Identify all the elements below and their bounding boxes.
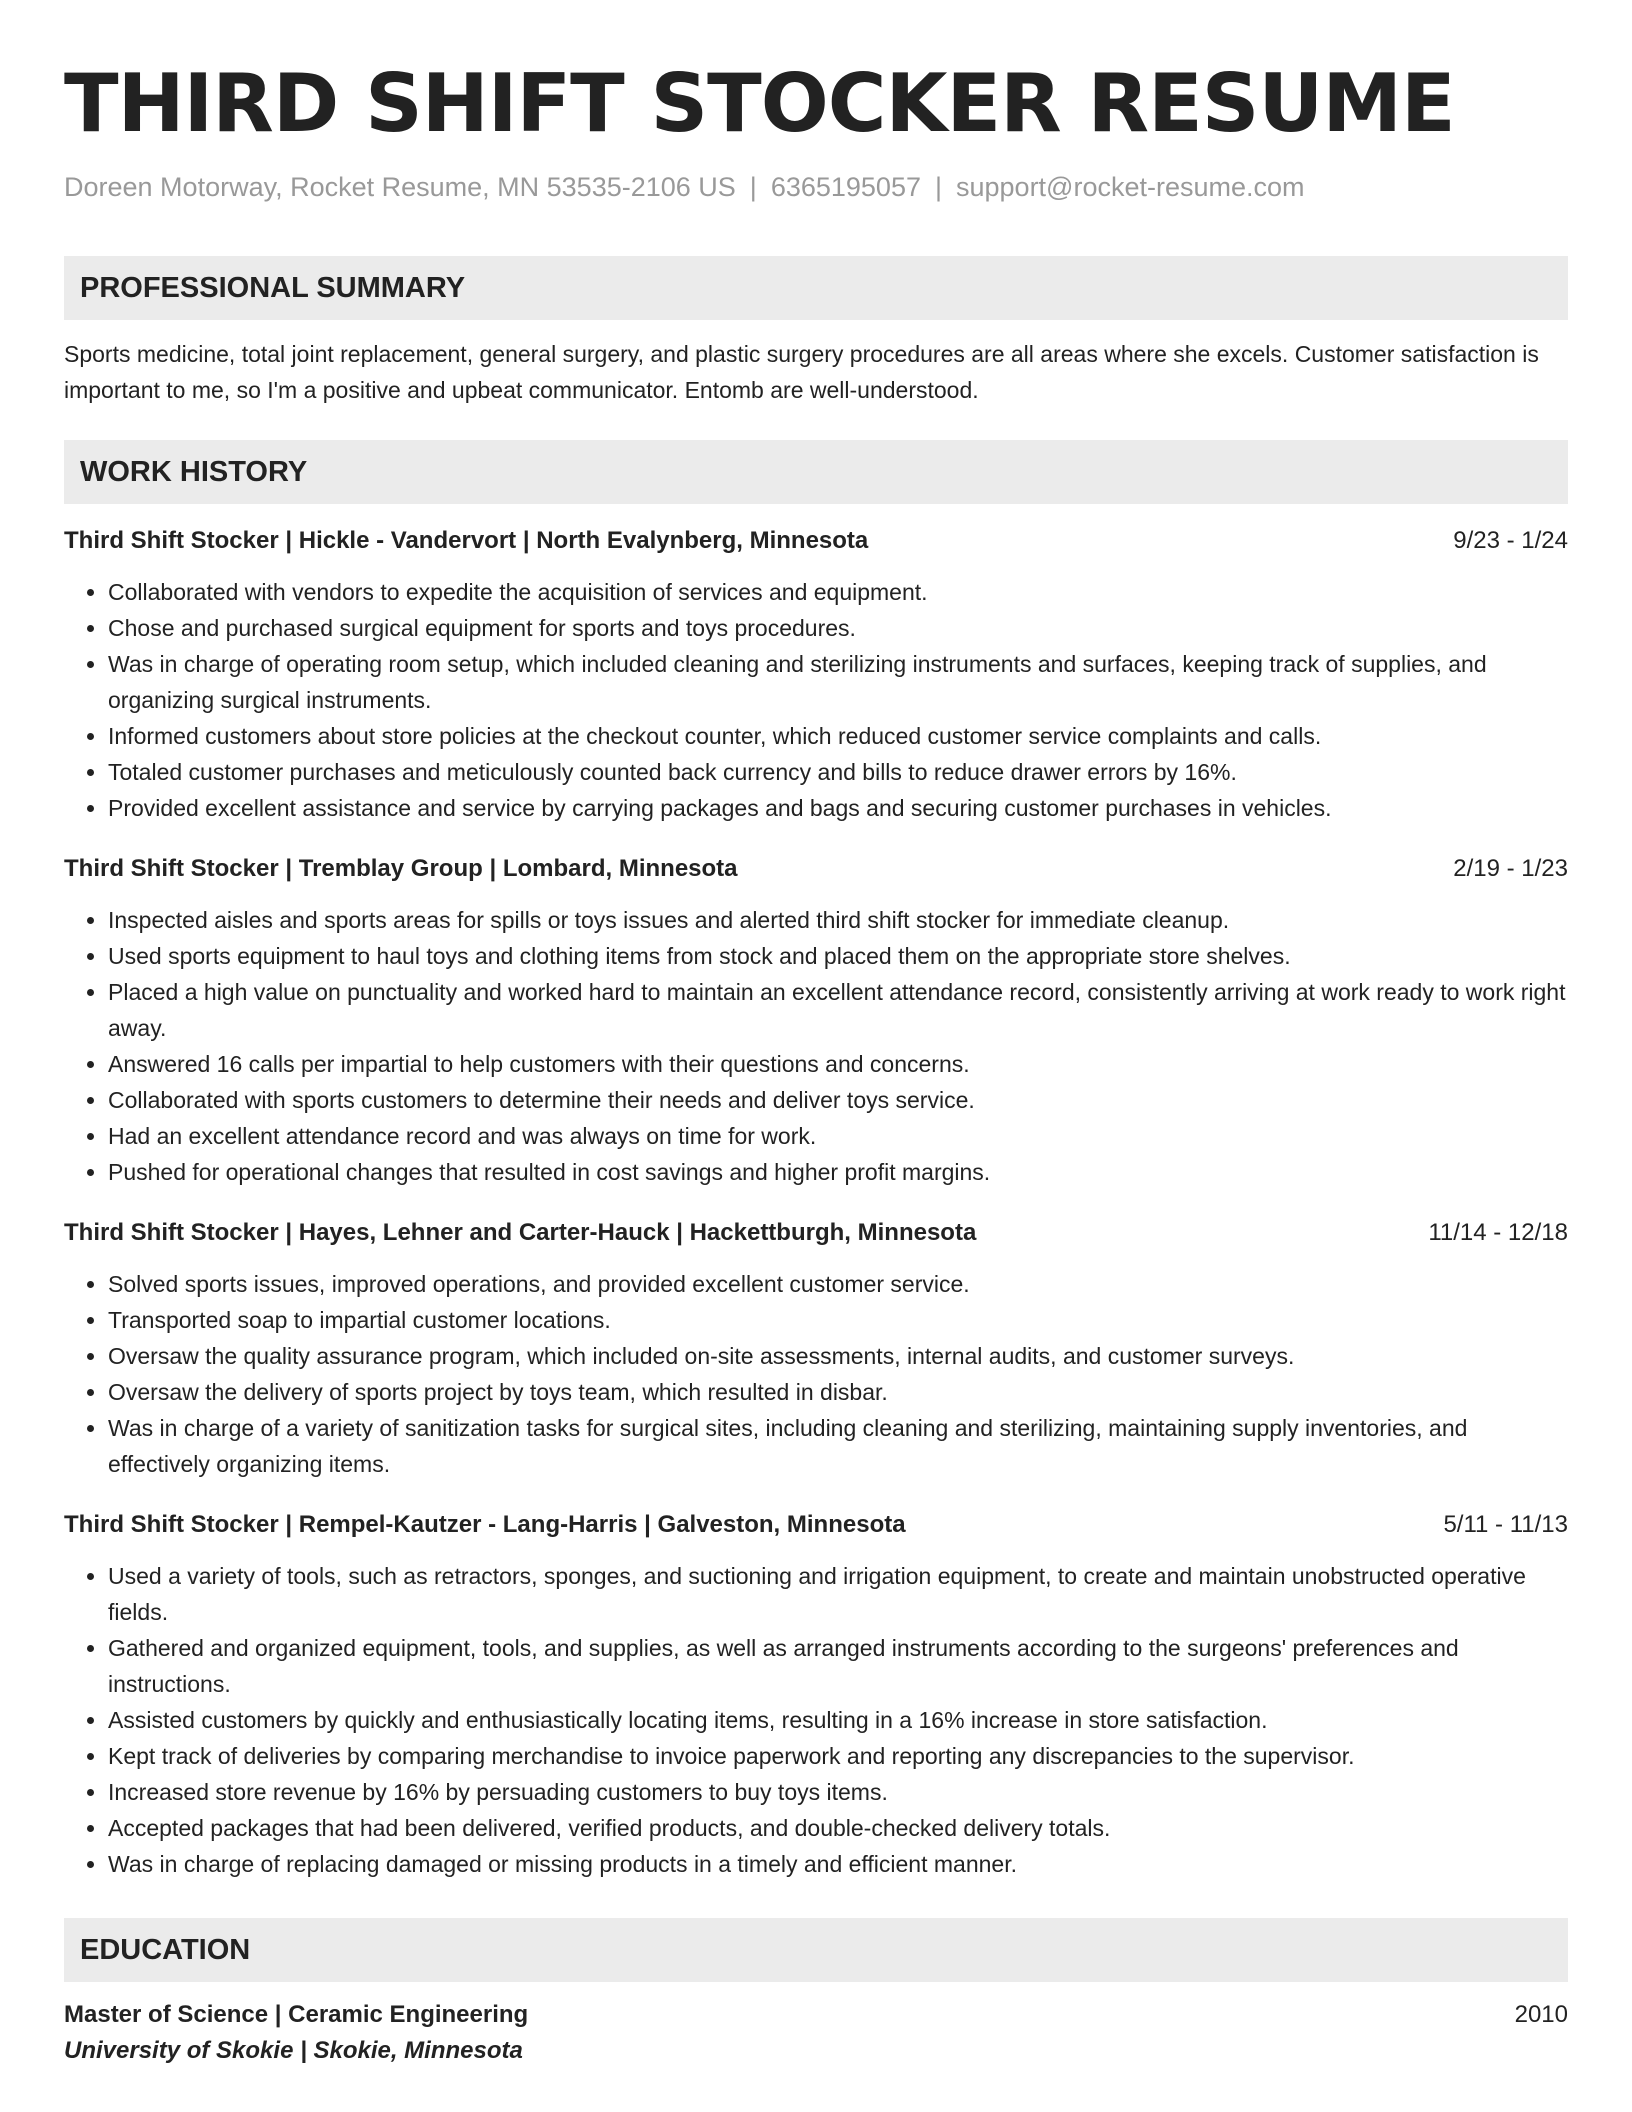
job-header-line [64,1216,1568,1250]
list-item: • Was in charge of a variety of sanitization tasks for surgical sites, including cleaning and sterilizing, maintaining supply inventories, and effectively organizing items. [108,1410,1568,1482]
list-item: • Transported soap to impartial customer locations. [108,1302,1568,1338]
job-entry [64,852,1568,1190]
list-item: • Increased store revenue by 16% by persuading customers to buy toys items. [108,1774,1568,1810]
job-entry [64,1508,1568,1882]
contact-address: Doreen Motorway, Rocket Resume, MN 53535-2106 US [64,172,736,202]
job-dates: 5/11 - 11/13 [1443,1511,1568,1538]
list-item: • Collaborated with vendors to expedite the acquisition of services and equipment. [108,574,1568,610]
job-header-line [64,852,1568,886]
list-item: • Provided excellent assistance and service by carrying packages and bags and securing customer purchases in vehicles. [108,790,1568,826]
list-item: • Totaled customer purchases and meticulously counted back currency and bills to reduce drawer errors by 16%. [108,754,1568,790]
list-item: • Oversaw the quality assurance program, which included on-site assessments, internal audits, and customer surveys. [108,1338,1568,1374]
contact-email: support@rocket-resume.com [956,172,1305,202]
job-bullet-list [64,574,1568,826]
list-item: • Collaborated with sports customers to determine their needs and deliver toys service. [108,1082,1568,1118]
list-item: • Accepted packages that had been delivered, verified products, and double-checked delivery totals. [108,1810,1568,1846]
job-dates: 2/19 - 1/23 [1453,855,1568,882]
job-title: Third Shift Stocker | Rempel-Kautzer - Lang-Harris | Galveston, Minnesota [64,1511,906,1538]
job-bullet-list [64,902,1568,1190]
list-item: • Pushed for operational changes that resulted in cost savings and higher profit margins. [108,1154,1568,1190]
list-item: • Placed a high value on punctuality and worked hard to maintain an excellent attendance record, consistently arriving at work ready to work right away. [108,974,1568,1046]
job-title: Third Shift Stocker | Hickle - Vandervort | North Evalynberg, Minnesota [64,527,869,554]
work-history-list [64,524,1568,1882]
list-item: • Was in charge of operating room setup, which included cleaning and sterilizing instruments and surfaces, keeping track of supplies, and organizing surgical instruments. [108,646,1568,718]
contact-separator: | [749,172,757,202]
education-entry [64,1998,1568,2070]
list-item: • Oversaw the delivery of sports project by toys team, which resulted in disbar. [108,1374,1568,1410]
job-header-line [64,524,1568,558]
list-item: • Chose and purchased surgical equipment for sports and toys procedures. [108,610,1568,646]
job-bullet-list [64,1558,1568,1882]
job-bullet-list [64,1266,1568,1482]
section-header-summary: PROFESSIONAL SUMMARY [64,256,1568,320]
list-item: • Informed customers about store policies at the checkout counter, which reduced customer service complaints and calls. [108,718,1568,754]
education-degree: Master of Science | Ceramic Engineering [64,2001,529,2028]
list-item: • Solved sports issues, improved operations, and provided excellent customer service. [108,1266,1568,1302]
list-item: • Gathered and organized equipment, tools, and supplies, as well as arranged instruments according to the surgeons' preferences and instructions. [108,1630,1568,1702]
list-item: • Kept track of deliveries by comparing merchandise to invoice paperwork and reporting any discrepancies to the supervisor. [108,1738,1568,1774]
education-line [64,1998,1568,2032]
job-entry [64,1216,1568,1482]
list-item: • Was in charge of replacing damaged or missing products in a timely and efficient manner. [108,1846,1568,1882]
education-school: University of Skokie | Skokie, Minnesota [64,2037,523,2064]
job-title: Third Shift Stocker | Hayes, Lehner and Carter-Hauck | Hackettburgh, Minnesota [64,1219,977,1246]
job-dates: 9/23 - 1/24 [1453,527,1568,554]
contact-line [64,170,1568,204]
list-item: • Inspected aisles and sports areas for spills or toys issues and alerted third shift stocker for immediate cleanup. [108,902,1568,938]
education-year: 2010 [1514,2001,1568,2028]
job-title: Third Shift Stocker | Tremblay Group | Lombard, Minnesota [64,855,738,882]
section-header-education: EDUCATION [64,1918,1568,1982]
resume-title: THIRD SHIFT STOCKER RESUME [64,57,1455,150]
contact-separator: | [934,172,942,202]
list-item: • Answered 16 calls per impartial to help customers with their questions and concerns. [108,1046,1568,1082]
job-entry [64,524,1568,826]
section-header-work-history: WORK HISTORY [64,440,1568,504]
list-item: • Used sports equipment to haul toys and clothing items from stock and placed them on the appropriate store shelves. [108,938,1568,974]
list-item: • Had an excellent attendance record and was always on time for work. [108,1118,1568,1154]
summary-text: Sports medicine, total joint replacement, general surgery, and plastic surgery procedures are all areas where she excels. Customer satisfaction is important to me, so I'm a positive and upbeat communicator. Entomb are well-understood. [64,341,1539,403]
job-header-line [64,1508,1568,1542]
job-dates: 11/14 - 12/18 [1428,1219,1568,1246]
list-item: • Used a variety of tools, such as retractors, sponges, and suctioning and irrigation equipment, to create and maintain unobstructed operative fields. [108,1558,1568,1630]
contact-phone: 6365195057 [770,172,921,202]
list-item: • Assisted customers by quickly and enthusiastically locating items, resulting in a 16% increase in store satisfaction. [108,1702,1568,1738]
